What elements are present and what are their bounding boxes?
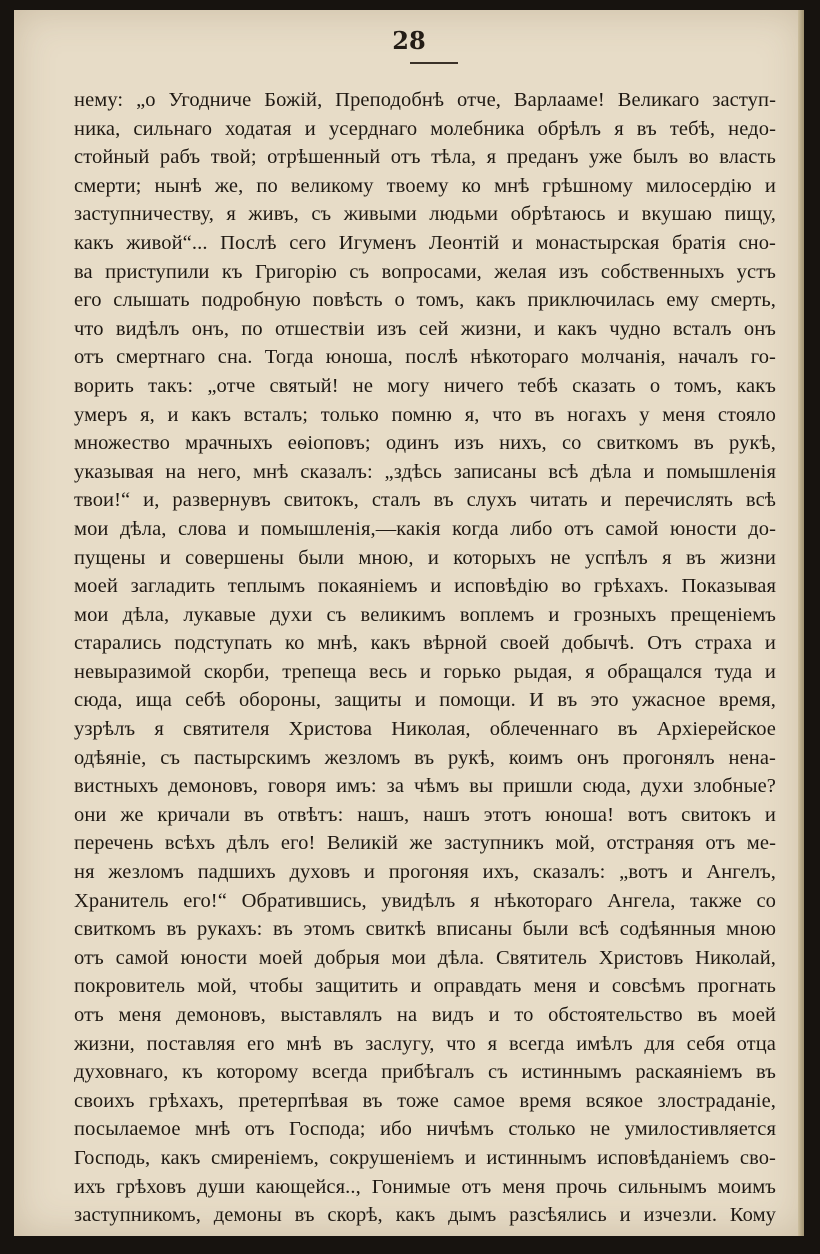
- text-line: заступничеству, я живъ, съ живыми людьми обрѣтаюсь и вкушаю пищу,: [74, 203, 776, 226]
- text-line: отъ смертнаго сна. Тогда юноша, послѣ нѣкотораго молчанія, началъ го-: [74, 346, 776, 369]
- text-line: нему: „о Угодниче Божій, Преподобнѣ отче, Варлааме! Великаго заступ-: [74, 89, 776, 111]
- text-line: ва приступили къ Григорію съ вопросами, желая изъ собственныхъ устъ: [74, 260, 776, 283]
- text-line: одѣяніе, съ пастырскимъ жезломъ въ рукѣ, коимъ онъ прогонялъ нена-: [74, 746, 776, 769]
- page-number: 28: [392, 26, 426, 55]
- text-line: Хранитель его!“ Обратившись, увидѣлъ я нѣкотораго Ангела, также со: [74, 889, 776, 912]
- text-line: отъ меня демоновъ, выставлялъ на видъ и то обстоятельство въ моей: [74, 1004, 776, 1026]
- text-line: заступникомъ, демоны въ скорѣ, какъ дымъ разсѣялись и изчезли. Кому: [74, 1204, 776, 1227]
- text-line: духовнаго, къ которому всегда прибѣгалъ съ истиннымъ раскаяніемъ въ: [74, 1061, 776, 1084]
- text-line: его слышать подробную повѣсть о томъ, какъ приключилась ему смерть,: [74, 289, 776, 312]
- text-line: твои!“ и, развернувъ свитокъ, сталъ въ слухъ читать и перечислять всѣ: [74, 489, 776, 512]
- text-line: указывая на него, мнѣ сказалъ: „здѣсь записаны всѣ дѣла и помышленія: [74, 460, 776, 483]
- text-line: какъ живой“... Послѣ сего Игуменъ Леонтій и монастырская братія сно-: [74, 231, 776, 254]
- page-edge: [798, 10, 804, 1236]
- text-line: покровитель мой, чтобы защитить и оправдать меня и совсѣмъ прогнать: [74, 975, 776, 998]
- text-line: они же кричали въ отвѣтъ: нашъ, нашъ этотъ юноша! вотъ свитокъ и: [74, 803, 776, 826]
- text-line: пущены и совершены были мною, и которыхъ не успѣлъ я въ жизни: [74, 546, 776, 569]
- text-line: моей загладить теплымъ покаяніемъ и исповѣдію во грѣхахъ. Показывая: [74, 575, 776, 598]
- text-line: невыразимой скорби, трепеща весь и горько рыдая, я обращался туда и: [74, 660, 776, 683]
- text-line: Господь, какъ смиреніемъ, сокрушеніемъ и истиннымъ исповѣданіемъ сво-: [74, 1146, 776, 1169]
- body-text: [74, 86, 776, 1230]
- text-line: сюда, ища себѣ обороны, защиты и помощи. И въ это ужасное время,: [74, 689, 776, 712]
- text-line: стойный рабъ твой; отрѣшенный отъ тѣла, я преданъ уже былъ во власть: [74, 146, 776, 169]
- book-page: [14, 10, 804, 1236]
- text-line: умеръ я, и какъ всталъ; только помню я, что въ ногахъ у меня стояло: [74, 403, 776, 426]
- text-line: множество мрачныхъ еѳіоповъ; одинъ изъ нихъ, со свиткомъ въ рукѣ,: [74, 432, 776, 455]
- text-line: ня жезломъ падшихъ духовъ и прогоняя ихъ, сказалъ: „вотъ и Ангелъ,: [74, 861, 776, 884]
- text-line: посылаемое мнѣ отъ Господа; ибо ничѣмъ столько не умилостивляется: [74, 1118, 776, 1141]
- page-number-underline: [410, 62, 458, 64]
- text-line: ворить такъ: „отче святый! не могу ничего тебѣ сказать о томъ, какъ: [74, 374, 776, 397]
- text-line: мои дѣла, лукавые духи съ великимъ воплемъ и грозныхъ прещеніемъ: [74, 603, 776, 626]
- text-line: ихъ грѣховъ души кающейся.., Гонимые отъ меня прочь сильнымъ моимъ: [74, 1175, 776, 1198]
- text-line: смерти; нынѣ же, по великому твоему ко мнѣ грѣшному милосердію и: [74, 174, 776, 197]
- text-line: мои дѣла, слова и помышленія,—какія когда либо отъ самой юности до-: [74, 517, 776, 540]
- text-line: своихъ грѣхахъ, претерпѣвая въ тоже самое время всякое злостраданіе,: [74, 1089, 776, 1112]
- text-line: узрѣлъ я святителя Христова Николая, облеченнаго въ Архіерейское: [74, 718, 776, 741]
- text-line: вистныхъ демоновъ, говоря имъ: за чѣмъ вы пришли сюда, духи злобные?: [74, 775, 776, 798]
- text-line: старались подступать ко мнѣ, какъ вѣрной своей добычѣ. Отъ страха и: [74, 632, 776, 655]
- text-line: перечень всѣхъ дѣлъ его! Великій же заступникъ мой, отстраняя отъ ме-: [74, 832, 776, 855]
- text-line: что видѣлъ онъ, по отшествіи изъ сей жизни, и какъ чудно всталъ онъ: [74, 317, 776, 340]
- text-line: свиткомъ въ рукахъ: въ этомъ свиткѣ вписаны были всѣ содѣянныя мною: [74, 918, 776, 941]
- text-line: отъ самой юности моей добрыя мои дѣла. Святитель Христовъ Николай,: [74, 946, 776, 969]
- text-line: жизни, поставляя его мнѣ въ заслугу, что я всегда имѣлъ для себя отца: [74, 1032, 776, 1055]
- text-line: ника, сильнаго ходатая и усерднаго молебника обрѣлъ я въ тебѣ, недо-: [74, 117, 776, 140]
